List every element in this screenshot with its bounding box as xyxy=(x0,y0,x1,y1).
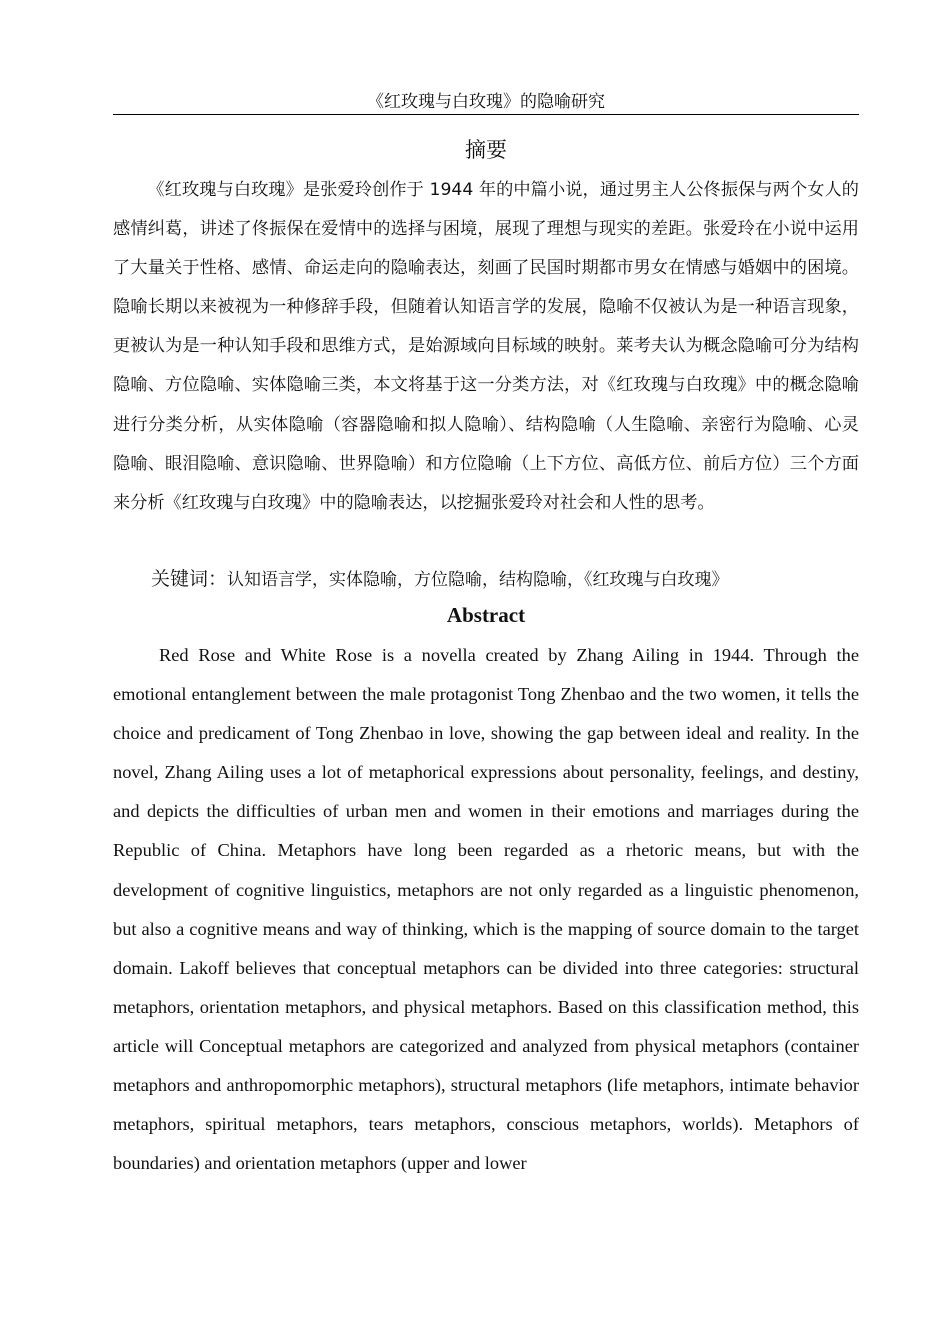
abstract-en-body: Red Rose and White Rose is a novella created by Zhang Ailing in 1944. Through the emotional entanglement between the male protagonist Tong Zhenbao and the two women, it tells the choice and predicament of Tong Zhenbao in love, showing the gap between ideal and reality. In the novel, Zhang Ailing uses a lot of metaphorical expressions about personality, feelings, and destiny, and depicts the difficulties of urban men and women in their emotions and marriages during the Republic of China. Metaphors have long been regarded as a rhetoric means, but with the development of cognitive linguistics, metaphors are not only regarded as a linguistic phenomenon, but also a cognitive means and way of thinking, which is the mapping of source domain to the target domain. Lakoff believes that conceptual metaphors can be divided into three categories: structural metaphors, orientation metaphors, and physical metaphors. Based on this classification method, this article will Conceptual metaphors are categorized and analyzed from physical metaphors (container metaphors and anthropomorphic metaphors), structural metaphors (life metaphors, intimate behavior metaphors, spiritual metaphors, tears metaphors, conscious metaphors, worlds). Metaphors of boundaries) and orientation metaphors (upper and lower xyxy=(113,645,859,1174)
abstract-en-title: Abstract xyxy=(446,603,526,627)
keywords-line xyxy=(113,561,859,598)
running-header: 《红玫瑰与白玫瑰》的隐喻研究 xyxy=(113,90,859,115)
abstract-cn-title: 摘要 xyxy=(465,138,507,162)
abstract-cn-body: 《红玫瑰与白玫瑰》是张爱玲创作于 1944 年的中篇小说，通过男主人公佟振保与两个女人的感情纠葛，讲述了佟振保在爱情中的选择与困境，展现了理想与现实的差距。张爱玲在小说中运用了大量关于性格、感情、命运走向的隐喻表达，刻画了民国时期都市男女在情感与婚姻中的困境。隐喻长期以来被视为一种修辞手段，但随着认知语言学的发展，隐喻不仅被认为是一种语言现象，更被认为是一种认知手段和思维方式，是始源域向目标域的映射。莱考夫认为概念隐喻可分为结构隐喻、方位隐喻、实体隐喻三类，本文将基于这一分类方法，对《红玫瑰与白玫瑰》中的概念隐喻进行分类分析，从实体隐喻（容器隐喻和拟人隐喻）、结构隐喻（人生隐喻、亲密行为隐喻、心灵隐喻、眼泪隐喻、意识隐喻、世界隐喻）和方位隐喻（上下方位、高低方位、前后方位）三个方面来分析《红玫瑰与白玫瑰》中的隐喻表达，以挖掘张爱玲对社会和人性的思考。 xyxy=(113,180,859,513)
keywords-label: 关键词： xyxy=(151,568,228,590)
keywords-text: 认知语言学，实体隐喻，方位隐喻，结构隐喻，《红玫瑰与白玫瑰》 xyxy=(227,570,729,590)
